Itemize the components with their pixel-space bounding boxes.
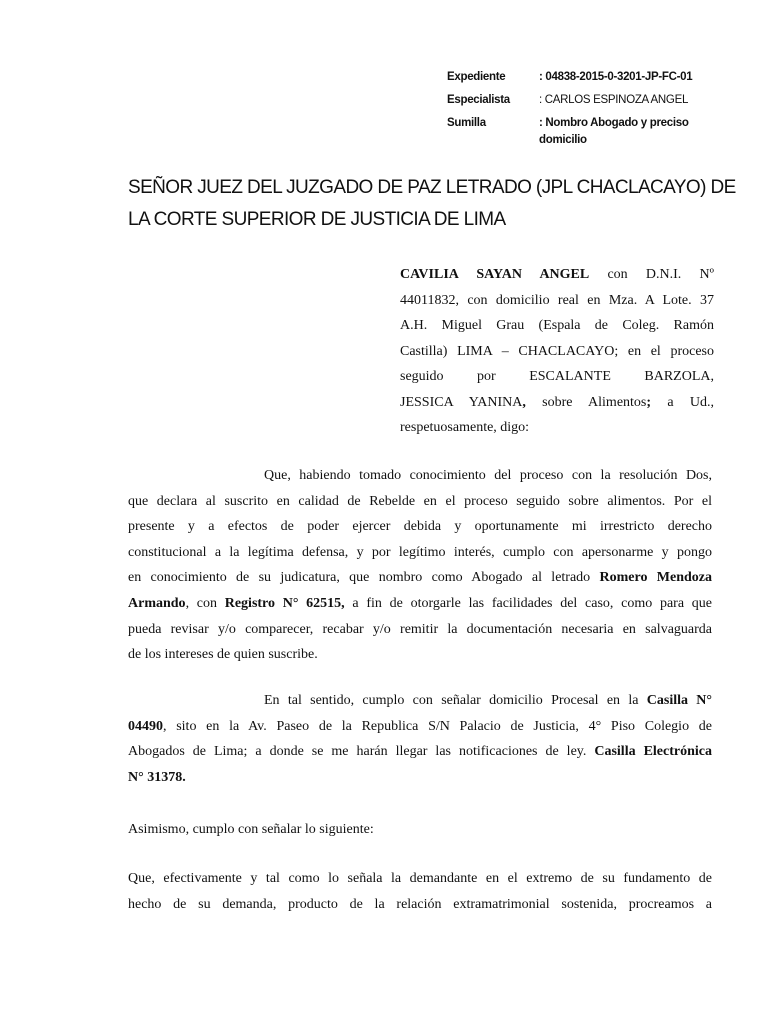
lawyer-name-part2: Armando <box>128 595 186 611</box>
p4-line-1: Que, efectivamente y tal como lo señala la demandante en el extremo de su fundamento de <box>128 871 712 886</box>
party-line-2: 44011832, con domicilio real en Mza. A Lote. 37 <box>400 292 714 308</box>
party-identification <box>400 262 714 441</box>
sumilla-value-line1: : Nombro Abogado y preciso <box>539 117 689 129</box>
especialista-value: : CARLOS ESPINOZA ANGEL <box>539 94 689 106</box>
party-line-6: JESSICA YANINA, sobre Alimentos; a Ud., <box>400 394 715 410</box>
p2-line-1: En tal sentido, cumplo con señalar domicilio Procesal en la Casilla N° <box>264 693 713 708</box>
party-line-7: respetuosamente, digo: <box>400 420 530 435</box>
casilla-number: 04490 <box>128 718 163 734</box>
case-metadata <box>447 66 747 152</box>
casilla-label: Casilla N° <box>646 693 713 708</box>
expediente-value: : 04838-2015-0-3201-JP-FC-01 <box>539 71 693 83</box>
p1-line-6: Armando, con Registro N° 62515, a fin de otorgarle las facilidades del caso, como para que <box>128 595 712 611</box>
expediente-label: Expediente <box>447 71 506 83</box>
sumilla-label: Sumilla <box>447 117 486 129</box>
party-line-4: Castilla) LIMA – CHACLACAYO; en el proceso <box>400 343 714 359</box>
title-line-2: LA CORTE SUPERIOR DE JUSTICIA DE LIMA <box>128 209 506 230</box>
expediente-row <box>447 66 747 89</box>
paragraph-appointment <box>128 463 712 668</box>
party-line-1: CAVILIA SAYAN ANGEL con D.N.I. Nº <box>400 267 714 282</box>
document-title <box>128 172 736 236</box>
lawyer-name-part1: Romero Mendoza <box>599 570 712 586</box>
p4-line-2: hecho de su demanda, producto de la relación extramatrimonial sostenida, procreamos a <box>128 896 712 912</box>
lawyer-registration: Registro N° 62515, <box>224 595 345 611</box>
p1-line-2: que declara al suscrito en calidad de Rebelde en el proceso seguido sobre alimentos. Por el <box>128 493 712 509</box>
especialista-label: Especialista <box>447 94 510 106</box>
p1-line-4: constitucional a la legítima defensa, y por legítimo interés, cumplo con apersonarme y pongo <box>128 544 712 560</box>
casilla-electronica-number: N° 31378. <box>128 769 186 785</box>
p2-line-4 <box>128 765 712 791</box>
sumilla-value <box>539 112 747 152</box>
p2-line-2: 04490, sito en la Av. Paseo de la Republica S/N Palacio de Justicia, 4° Piso Colegio de <box>128 718 712 734</box>
paragraph-facts <box>128 866 712 917</box>
especialista-row <box>447 89 747 112</box>
p1-line-5: en conocimiento de su judicatura, que nombro como Abogado al letrado Romero Mendoza <box>128 570 712 586</box>
paragraph-asimismo <box>128 817 712 843</box>
casilla-electronica-label: Casilla Electrónica <box>594 744 712 760</box>
p2-line-3: Abogados de Lima; a donde se me harán llegar las notificaciones de ley. Casilla Electrónica <box>128 744 712 760</box>
p1-line-3: presente y a efectos de poder ejercer debida y oportunamente mi irrestricto derecho <box>128 519 712 535</box>
title-line-1: SEÑOR JUEZ DEL JUZGADO DE PAZ LETRADO (JPL CHACLACAYO) DE <box>128 177 736 198</box>
p3-line-1: Asimismo, cumplo con señalar lo siguiente: <box>128 822 374 837</box>
party-name: CAVILIA SAYAN ANGEL <box>400 267 590 282</box>
party-line-3: A.H. Miguel Grau (Espala de Coleg. Ramón <box>400 318 714 333</box>
sumilla-value-line2: domicilio <box>539 134 587 146</box>
party-line-5: seguido por ESCALANTE BARZOLA, <box>400 369 714 384</box>
paragraph-domicile <box>128 688 712 790</box>
p1-line-8: de los intereses de quien suscribe. <box>128 647 318 663</box>
p1-line-1: Que, habiendo tomado conocimiento del proceso con la resolución Dos, <box>264 468 712 483</box>
sumilla-row <box>447 112 747 152</box>
p1-line-7: pueda revisar y/o comparecer, recabar y/o remitir la documentación necesaria en salvaguarda <box>128 621 712 637</box>
